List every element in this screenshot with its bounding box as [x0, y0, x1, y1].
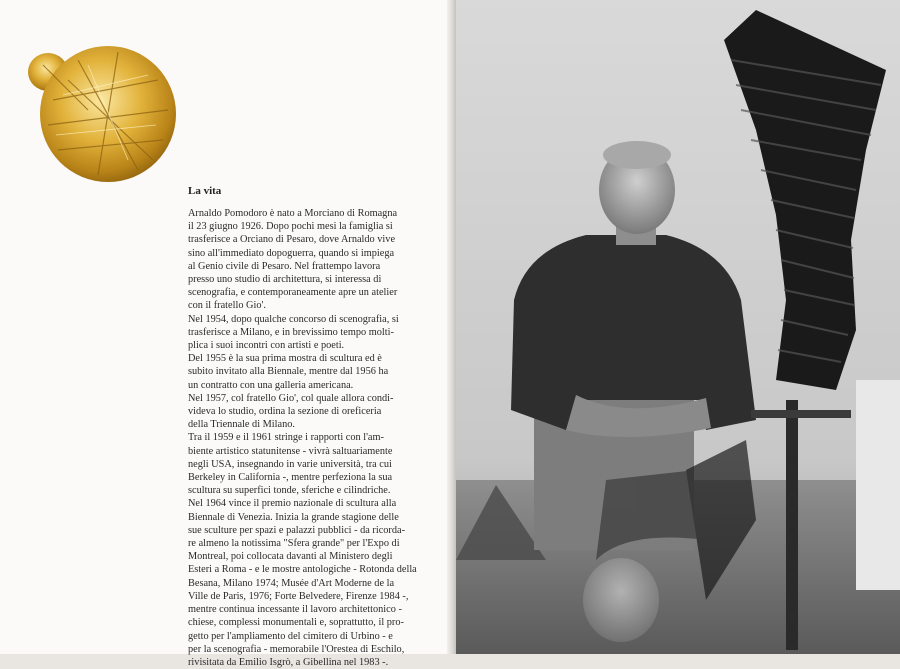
text-line: negli USA, insegnando in varie università, tra cui [188, 458, 392, 470]
text-line: getto per l'ampliamento del cimitero di Urbino - e [188, 630, 393, 642]
text-line: rivisitata da Emilio Isgrò, a Gibellina nel 1983 -. [188, 656, 389, 668]
text-line: Besana, Milano 1974; Musée d'Art Moderne de la [188, 577, 395, 589]
text-line: un contratto con una galleria americana. [188, 379, 354, 391]
text-line: Berkeley in California -, mentre perfeziona la sua [188, 472, 393, 484]
biography-text [188, 207, 433, 669]
text-line: Esteri a Roma - e le mostre antologiche - Rotonda della [188, 564, 417, 576]
text-line: Nel 1957, col fratello Gio', col quale allora condi- [188, 392, 394, 404]
text-line: sino all'immediato dopoguerra, quando si impiega [188, 247, 395, 259]
text-line: videva lo studio, ordina la sezione di oreficeria [188, 406, 382, 418]
text-line: biente artistico statunitense - vivrà saltuariamente [188, 445, 393, 457]
text-line: plica i suoi incontri con artisti e poeti. [188, 340, 345, 352]
text-line: per la scenografia - memorabile l'Orestea di Eschilo, [188, 643, 405, 655]
text-line: subito invitato alla Biennale, mentre dal 1956 ha [188, 366, 389, 378]
text-line: Del 1955 è la sua prima mostra di scultura ed è [188, 353, 382, 365]
text-line: Biennale di Venezia. Inizia la grande stagione delle [188, 511, 399, 523]
text-line: al Genio civile di Pesaro. Nel frattempo lavora [188, 260, 381, 272]
gold-medal-image [28, 40, 178, 185]
photo-page [456, 0, 900, 654]
text-line: della Triennale di Milano. [188, 419, 295, 431]
text-line: con il fratello Gio'. [188, 300, 266, 312]
text-line: re almeno la notissima "Sfera grande" per l'Expo di [188, 538, 400, 550]
text-line: Ville de Paris, 1976; Forte Belvedere, Firenze 1984 -, [188, 590, 409, 602]
text-line: trasferisce a Orciano di Pesaro, dove Arnaldo vive [188, 234, 396, 246]
text-line: scultura su superfici tonde, sferiche e cilindriche. [188, 485, 391, 497]
text-line: Montreal, poi collocata davanti al Ministero degli [188, 551, 393, 563]
text-line: mentre continua incessante il lavoro architettonico - [188, 604, 402, 616]
text-line: Nel 1964 vince il premio nazionale di scultura alla [188, 498, 397, 510]
artist-photograph [456, 0, 900, 654]
text-line: il 23 giugno 1926. Dopo pochi mesi la famiglia si [188, 221, 393, 233]
text-line: sue sculture per spazi e palazzi pubblici - da ricorda- [188, 524, 405, 536]
text-line: Arnaldo Pomodoro è nato a Morciano di Romagna [188, 208, 398, 219]
section-heading: La vita [188, 185, 222, 197]
text-line: presso uno studio di architettura, si interessa di [188, 274, 382, 286]
text-line: Nel 1954, dopo qualche concorso di scenografia, si [188, 313, 399, 325]
text-line: Tra il 1959 e il 1961 stringe i rapporti con l'am- [188, 432, 384, 444]
text-line: chiese, complessi monumentali e, soprattutto, il pro- [188, 617, 404, 629]
text-line: trasferisce a Milano, e in brevissimo tempo molti- [188, 326, 394, 338]
text-line: scenografia, e contemporaneamente apre un atelier [188, 287, 398, 299]
